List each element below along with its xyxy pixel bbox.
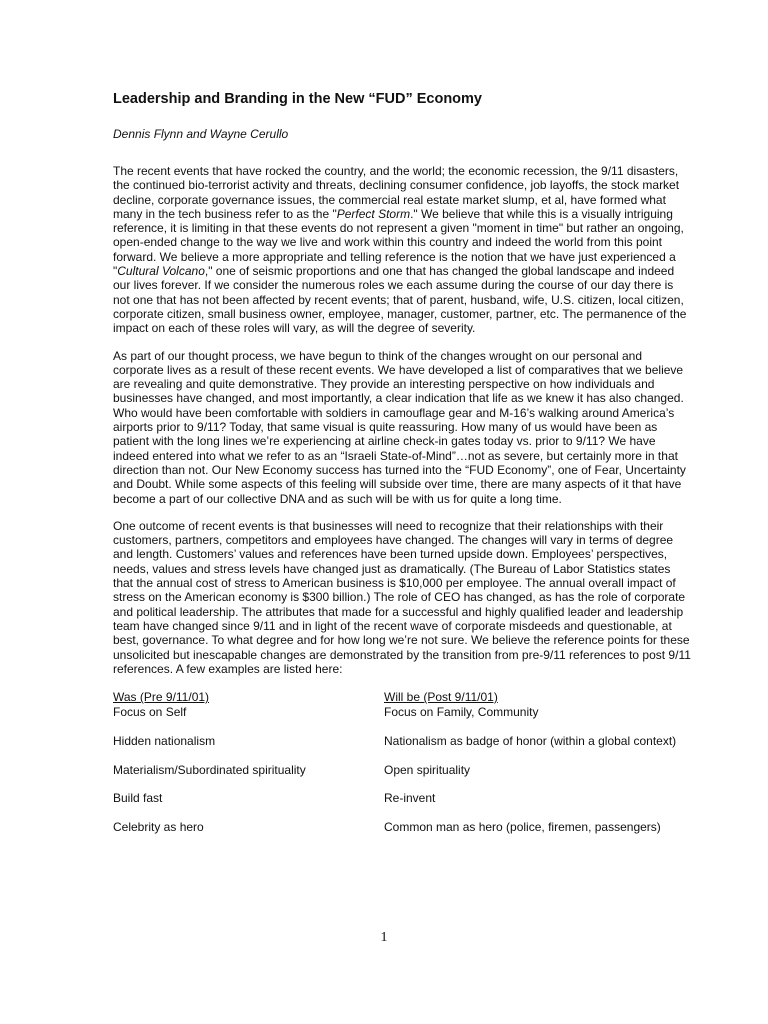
will-header: Will be (Post 9/11/01) <box>384 690 498 705</box>
was-cell: Hidden nationalism <box>113 734 216 749</box>
paragraph-1-part-c: ," one of seismic proportions and one that has changed the global landscape and indeed our lives forever. If we consider the numerous roles we each assume during the course of our day there is not one that has not been affected by recent events; that of parent, husband, wife, U.S. citizen, local citizen, corporate citizen, small business owner, employee, manager, customer, partner, etc. The permanence of the impact on each of these roles will vary, as will the degree of severity. <box>113 264 687 336</box>
was-cell: Materialism/Subordinated spirituality <box>113 763 306 778</box>
comparison-table <box>113 690 693 835</box>
paragraph-1 <box>113 164 693 336</box>
document-page <box>113 88 693 835</box>
will-cell: Nationalism as badge of honor (within a global context) <box>384 734 677 749</box>
document-title: Leadership and Branding in the New “FUD” Economy <box>113 91 482 107</box>
paragraph-2: As part of our thought process, we have begun to think of the changes wrought on our personal and corporate lives as a result of these recent events. We have developed a list of comparatives that we believe are revealing and quite demonstrative. They provide an interesting perspective on how individuals and businesses have changed, and most importantly, a clear indication that life as we knew it has also changed. Who would have been comfortable with soldiers in camouflage gear and M-16’s walking around America’s airports prior to 9/11? Today, that same visual is quite reassuring. How many of us would have been as patient with the long lines we’re experiencing at airline check-in gates today vs. prior to 9/11? We have indeed entered into what we refer to as an “Israeli State-of-Mind”…not as severe, but certainly more in that direction than not. Our New Economy success has turned into the “FUD Economy”, one of Fear, Uncertainty and Doubt. While some aspects of this feeling will subside over time, there are many aspects of it that have become a part of our collective DNA and as such will be with us for quite a long time. <box>113 348 686 506</box>
will-cell: Open spirituality <box>384 763 471 778</box>
perfect-storm-emphasis: Perfect Storm <box>336 206 411 221</box>
page-number: 1 <box>380 930 388 945</box>
was-cell: Focus on Self <box>113 705 187 720</box>
was-cell: Celebrity as hero <box>113 820 204 835</box>
will-cell: Focus on Family, Community <box>384 705 539 720</box>
document-authors: Dennis Flynn and Wayne Cerullo <box>113 127 289 141</box>
cultural-volcano-emphasis: Cultural Volcano <box>117 264 205 279</box>
paragraph-1-part-b: ." We believe that while this is a visually intriguing reference, it is limiting in that these events do not represent a given "moment in time" but rather an ongoing, open-ended change to the way we live and work within this country and indeed the world from this point forward. We believe a more appropriate and telling reference is the notion that we have just experienced a " <box>113 206 684 279</box>
will-cell: Re-invent <box>384 791 436 806</box>
was-header: Was (Pre 9/11/01) <box>113 690 210 705</box>
paragraph-3: One outcome of recent events is that businesses will need to recognize that their relationships with their customers, partners, competitors and employees have changed. The changes will vary in terms of degree and length. Customers’ values and references have been turned upside down. Employees’ perspectives, needs, values and stress levels have changed just as dramatically. (The Bureau of Labor Statistics states that the annual cost of stress to American business is $10,000 per employee. The annual overall impact of stress on the American economy is $300 billion.) The role of CEO has changed, as has the role of corporate and political leadership. The attributes that made for a successful and highly qualified leader and leadership team have changed since 9/11 and in light of the recent wave of corporate misdeeds and questionable, at best, governance. To what degree and for how long we’re not sure. We believe the reference points for these unsolicited but inescapable changes are demonstrated by the transition from pre-9/11 references to post 9/11 references. A few examples are listed here: <box>113 518 691 676</box>
will-cell: Common man as hero (police, firemen, passengers) <box>384 820 661 835</box>
paragraph-1-part-a: The recent events that have rocked the country, and the world; the economic recession, the 9/11 disasters, the continued bio-terrorist activity and threats, declining consumer confidence, job layoffs, the stock market decline, corporate governance issues, the commercial real estate market slump, et al, have formed what many in the tech business refer to as the " <box>113 164 680 221</box>
was-cell: Build fast <box>113 791 163 806</box>
